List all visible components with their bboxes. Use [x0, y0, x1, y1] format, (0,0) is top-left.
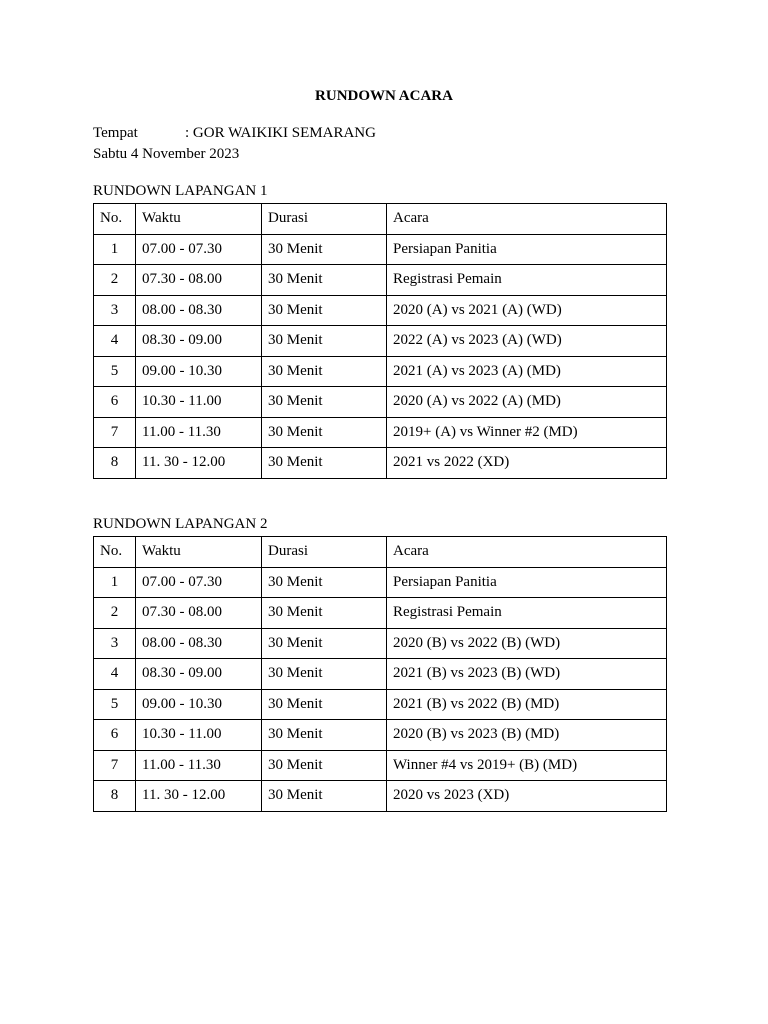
- cell-no: 2: [94, 598, 136, 629]
- table-row: [94, 387, 667, 418]
- cell-waktu: 08.30 - 09.00: [136, 326, 262, 357]
- cell-durasi: 30 Menit: [262, 417, 387, 448]
- cell-durasi: 30 Menit: [262, 295, 387, 326]
- cell-durasi: 30 Menit: [262, 689, 387, 720]
- cell-no: 8: [94, 448, 136, 479]
- cell-waktu: 11.00 - 11.30: [136, 417, 262, 448]
- cell-no: 3: [94, 628, 136, 659]
- cell-no: 4: [94, 659, 136, 690]
- cell-acara: Registrasi Pemain: [387, 265, 667, 296]
- cell-durasi: 30 Menit: [262, 448, 387, 479]
- table-row: [94, 448, 667, 479]
- cell-no: 5: [94, 356, 136, 387]
- table-row: [94, 295, 667, 326]
- document-title: RUNDOWN ACARA: [315, 88, 453, 104]
- cell-waktu: 10.30 - 11.00: [136, 387, 262, 418]
- cell-durasi: 30 Menit: [262, 567, 387, 598]
- cell-waktu: 07.00 - 07.30: [136, 567, 262, 598]
- header-acara: Acara: [387, 204, 667, 235]
- rundown-table-lapangan-1: [93, 203, 667, 479]
- table-row: [94, 598, 667, 629]
- header-durasi: Durasi: [262, 204, 387, 235]
- table-row: [94, 234, 667, 265]
- cell-acara: 2020 vs 2023 (XD): [387, 781, 667, 812]
- place-value: : GOR WAIKIKI SEMARANG: [185, 125, 376, 141]
- cell-waktu: 07.30 - 08.00: [136, 598, 262, 629]
- header-no: No.: [94, 537, 136, 568]
- cell-no: 6: [94, 720, 136, 751]
- table-row: [94, 628, 667, 659]
- cell-acara: Persiapan Panitia: [387, 234, 667, 265]
- table-row: [94, 567, 667, 598]
- cell-acara: 2021 (B) vs 2023 (B) (WD): [387, 659, 667, 690]
- cell-durasi: 30 Menit: [262, 265, 387, 296]
- table-row: [94, 326, 667, 357]
- cell-acara: 2021 (A) vs 2023 (A) (MD): [387, 356, 667, 387]
- header-acara: Acara: [387, 537, 667, 568]
- cell-acara: 2021 (B) vs 2022 (B) (MD): [387, 689, 667, 720]
- cell-durasi: 30 Menit: [262, 628, 387, 659]
- cell-waktu: 11. 30 - 12.00: [136, 448, 262, 479]
- cell-durasi: 30 Menit: [262, 356, 387, 387]
- cell-durasi: 30 Menit: [262, 750, 387, 781]
- cell-no: 4: [94, 326, 136, 357]
- header-waktu: Waktu: [136, 204, 262, 235]
- cell-no: 5: [94, 689, 136, 720]
- cell-acara: 2020 (A) vs 2021 (A) (WD): [387, 295, 667, 326]
- cell-acara: 2022 (A) vs 2023 (A) (WD): [387, 326, 667, 357]
- cell-waktu: 08.00 - 08.30: [136, 628, 262, 659]
- header-waktu: Waktu: [136, 537, 262, 568]
- table-header-row: [94, 537, 667, 568]
- cell-waktu: 10.30 - 11.00: [136, 720, 262, 751]
- header-no: No.: [94, 204, 136, 235]
- cell-no: 2: [94, 265, 136, 296]
- cell-waktu: 07.00 - 07.30: [136, 234, 262, 265]
- cell-no: 8: [94, 781, 136, 812]
- table-row: [94, 265, 667, 296]
- header-durasi: Durasi: [262, 537, 387, 568]
- table-row: [94, 659, 667, 690]
- cell-durasi: 30 Menit: [262, 720, 387, 751]
- table-body: [94, 537, 667, 812]
- cell-waktu: 08.30 - 09.00: [136, 659, 262, 690]
- cell-waktu: 08.00 - 08.30: [136, 295, 262, 326]
- cell-durasi: 30 Menit: [262, 598, 387, 629]
- cell-acara: Registrasi Pemain: [387, 598, 667, 629]
- cell-durasi: 30 Menit: [262, 659, 387, 690]
- cell-waktu: 09.00 - 10.30: [136, 689, 262, 720]
- section-heading-lapangan-2: RUNDOWN LAPANGAN 2: [93, 516, 268, 532]
- cell-acara: Persiapan Panitia: [387, 567, 667, 598]
- cell-waktu: 11.00 - 11.30: [136, 750, 262, 781]
- cell-no: 7: [94, 750, 136, 781]
- table-row: [94, 417, 667, 448]
- table-row: [94, 720, 667, 751]
- cell-no: 1: [94, 567, 136, 598]
- cell-no: 7: [94, 417, 136, 448]
- cell-waktu: 07.30 - 08.00: [136, 265, 262, 296]
- table-body: [94, 204, 667, 479]
- cell-acara: 2020 (B) vs 2023 (B) (MD): [387, 720, 667, 751]
- table-header-row: [94, 204, 667, 235]
- place-label: Tempat: [93, 125, 138, 141]
- cell-durasi: 30 Menit: [262, 387, 387, 418]
- section-heading-lapangan-1: RUNDOWN LAPANGAN 1: [93, 183, 268, 199]
- cell-durasi: 30 Menit: [262, 234, 387, 265]
- cell-waktu: 09.00 - 10.30: [136, 356, 262, 387]
- cell-durasi: 30 Menit: [262, 326, 387, 357]
- cell-no: 1: [94, 234, 136, 265]
- table-row: [94, 750, 667, 781]
- cell-acara: 2020 (B) vs 2022 (B) (WD): [387, 628, 667, 659]
- table-row: [94, 356, 667, 387]
- cell-acara: 2021 vs 2022 (XD): [387, 448, 667, 479]
- cell-no: 3: [94, 295, 136, 326]
- table-row: [94, 781, 667, 812]
- cell-acara: Winner #4 vs 2019+ (B) (MD): [387, 750, 667, 781]
- cell-waktu: 11. 30 - 12.00: [136, 781, 262, 812]
- rundown-table-lapangan-2: [93, 536, 667, 812]
- cell-no: 6: [94, 387, 136, 418]
- date-line: Sabtu 4 November 2023: [93, 146, 240, 162]
- cell-acara: 2019+ (A) vs Winner #2 (MD): [387, 417, 667, 448]
- table-row: [94, 689, 667, 720]
- cell-acara: 2020 (A) vs 2022 (A) (MD): [387, 387, 667, 418]
- cell-durasi: 30 Menit: [262, 781, 387, 812]
- place-line: [93, 125, 376, 142]
